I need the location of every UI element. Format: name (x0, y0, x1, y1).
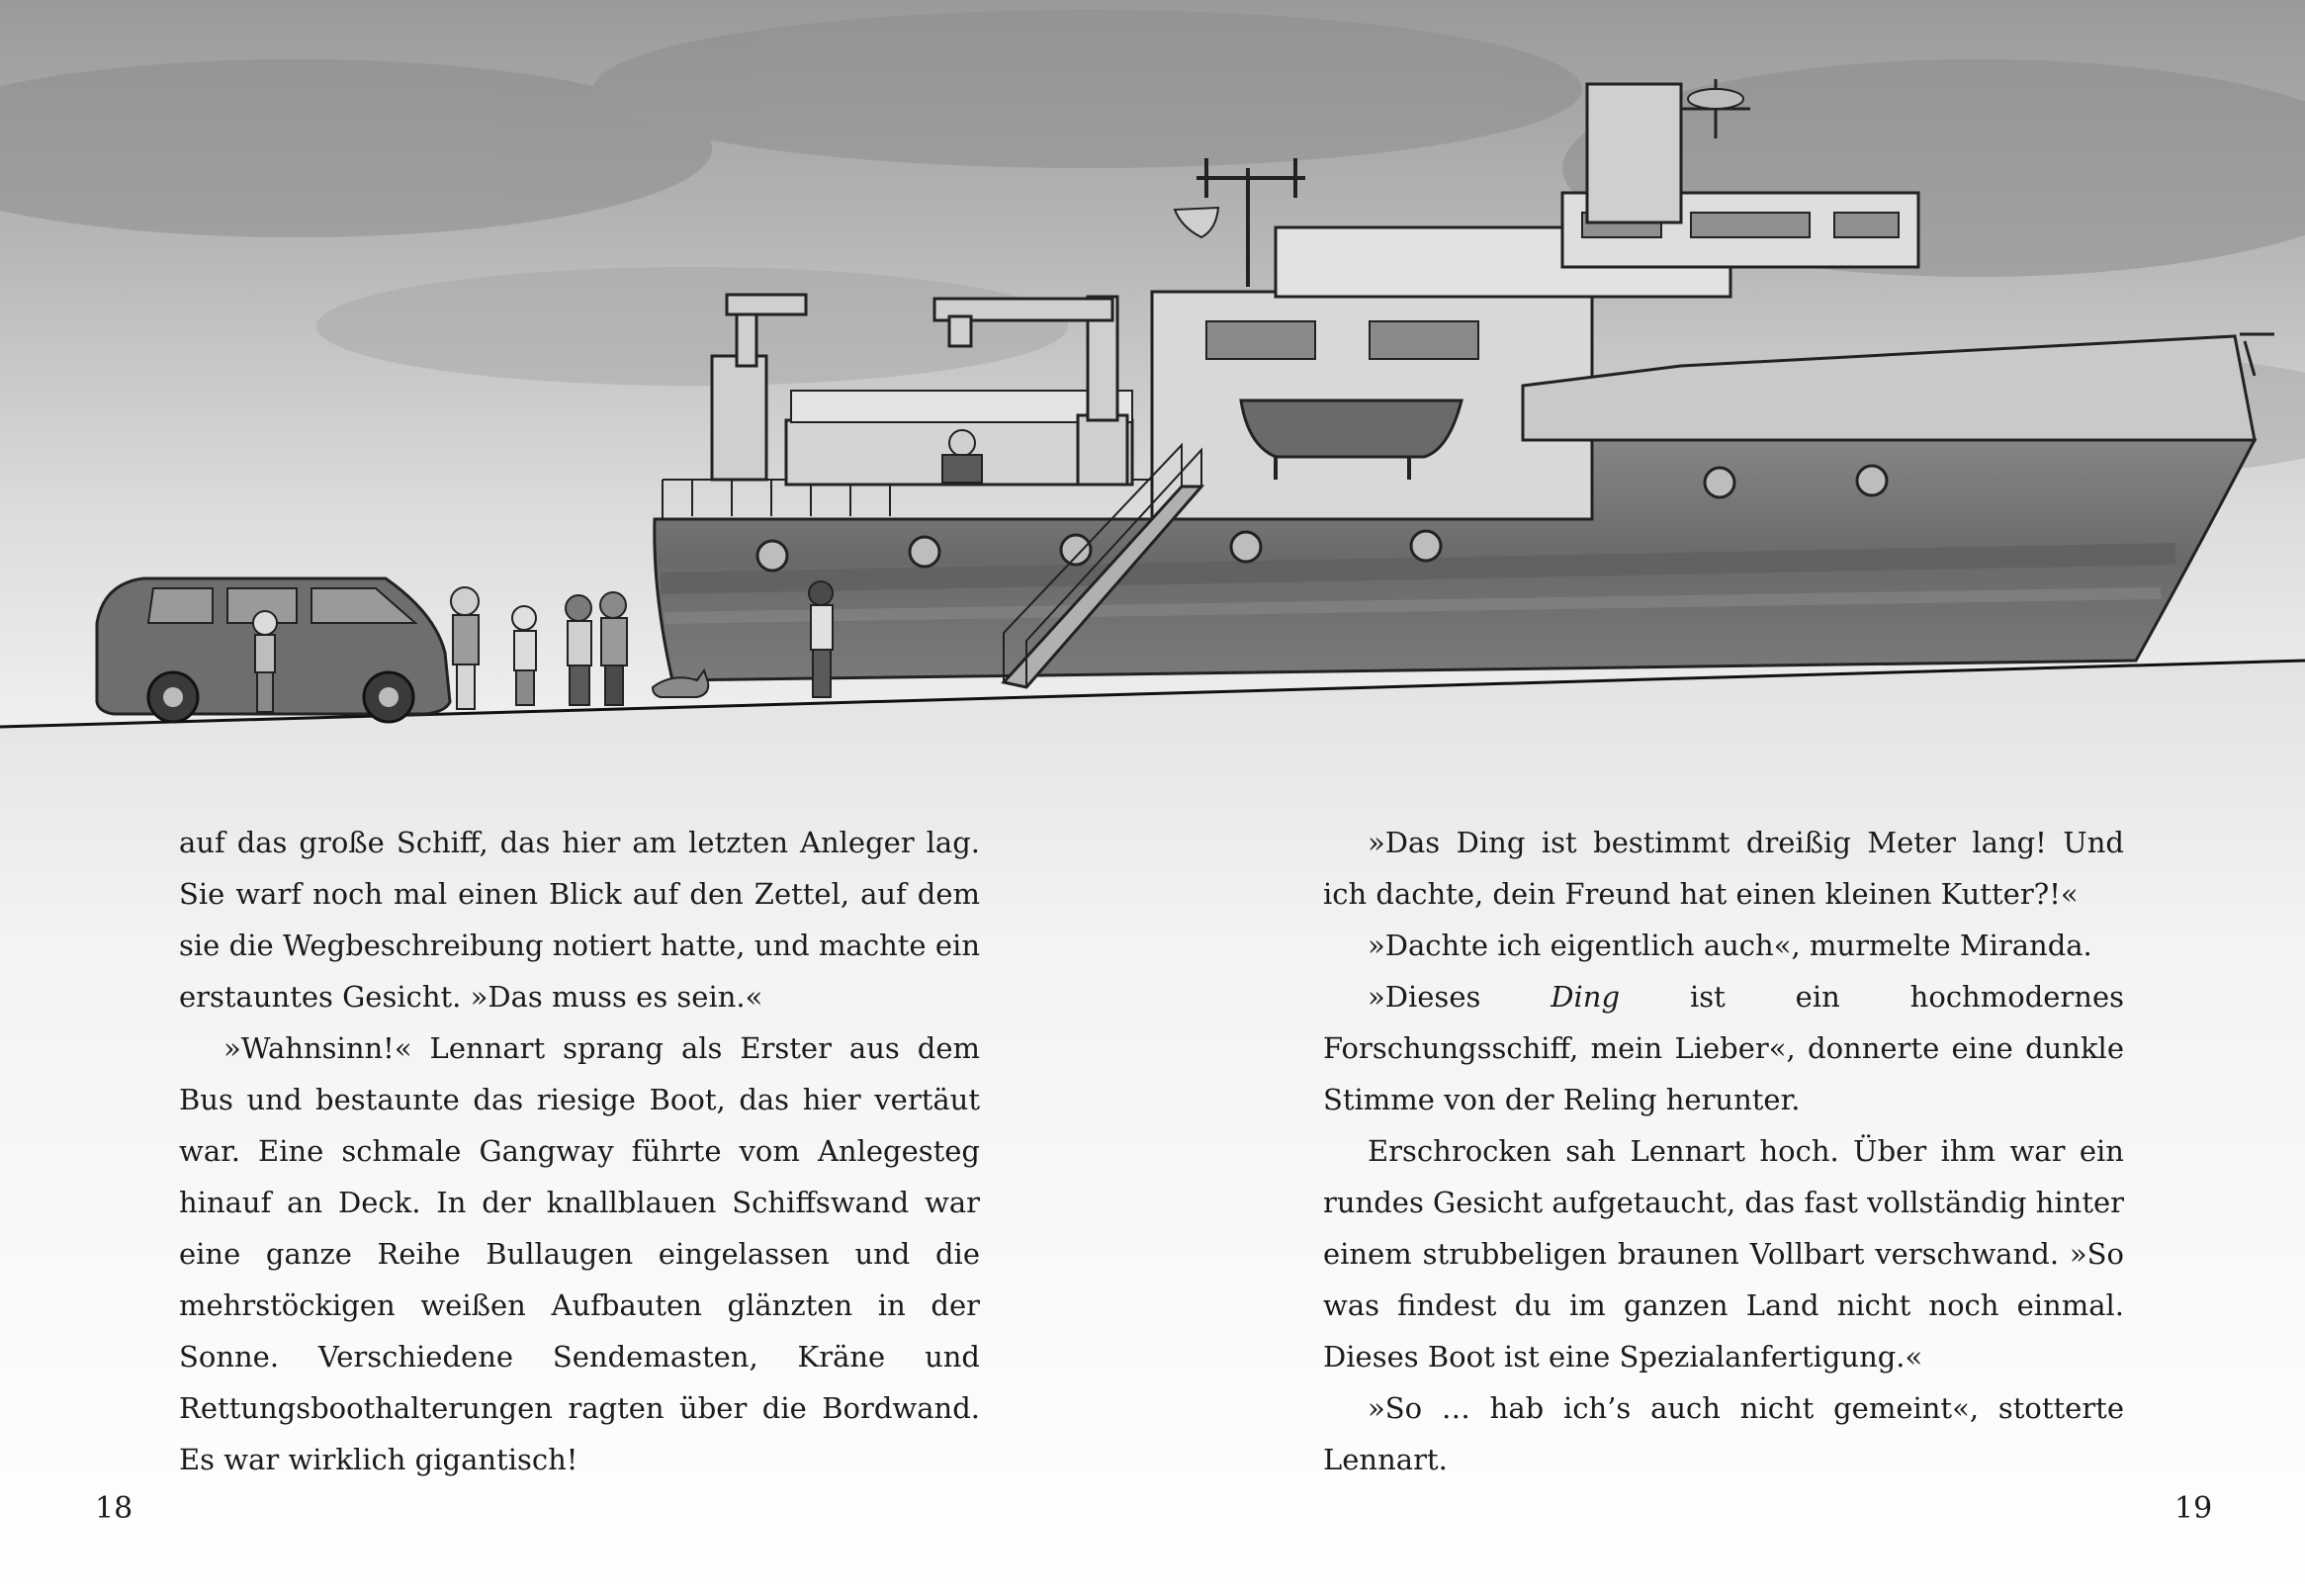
paragraph: »Das Ding ist bestimmt dreißig Meter lang! Und ich dachte, dein Freund hat einen kleinen Kutter?!« (1323, 826, 2124, 911)
radar-dome (1688, 89, 1743, 109)
paragraph: Erschrocken sah Lennart hoch. Über ihm war ein rundes Gesicht aufgetaucht, das fast vollständig hinter einem strubbeligen braunen Vollbart verschwand. »So was findest du im ganzen Land nicht noch einmal. Dieses Boot ist eine Spezialanfertigung.« (1323, 1134, 2124, 1374)
italic-word: Ding (1551, 980, 1621, 1014)
page-18-text (179, 817, 980, 1485)
paragraph: »So … hab ich’s auch nicht gemeint«, stotterte Lennart. (1323, 1391, 2124, 1476)
funnel (1587, 84, 1681, 222)
page-19-text (1323, 817, 2124, 1485)
page-number-left: 18 (95, 1491, 133, 1526)
paragraph: auf das große Schiff, das hier am letzten Anleger lag. Sie warf noch mal einen Blick auf den Zettel, auf dem sie die Wegbeschreibung notiert hatte, und machte ein erstauntes Gesicht. »Das muss es sein.« (179, 826, 980, 1014)
paragraph: »Wahnsinn!« Lennart sprang als Erster aus dem Bus und bestaunte das riesige Boot, das hier vertäut war. Eine schmale Gangway führte vom Anlegesteg hinauf an Deck. In der knallblauen Schiffswand war eine ganze Reihe Bullaugen eingelassen und die mehrstöckigen weißen Aufbauten glänzten in der Sonne. Verschiedene Sendemasten, Kräne und Rettungsboothalterungen ragten über die Bordwand. Es war wirklich gigantisch! (179, 1031, 980, 1476)
page-number-right: 19 (2174, 1491, 2213, 1526)
paragraph (1323, 971, 2124, 1125)
lifeboat (1241, 400, 1462, 457)
text-run: ist ein hochmodernes Forschungsschiff, mein Lieber«, donnerte eine dunkle Stimme von der Reling herunter. (1323, 980, 2125, 1116)
paragraph: »Dachte ich eigentlich auch«, murmelte Miranda. (1368, 929, 2092, 962)
text-run: »Dieses (1368, 980, 1551, 1014)
